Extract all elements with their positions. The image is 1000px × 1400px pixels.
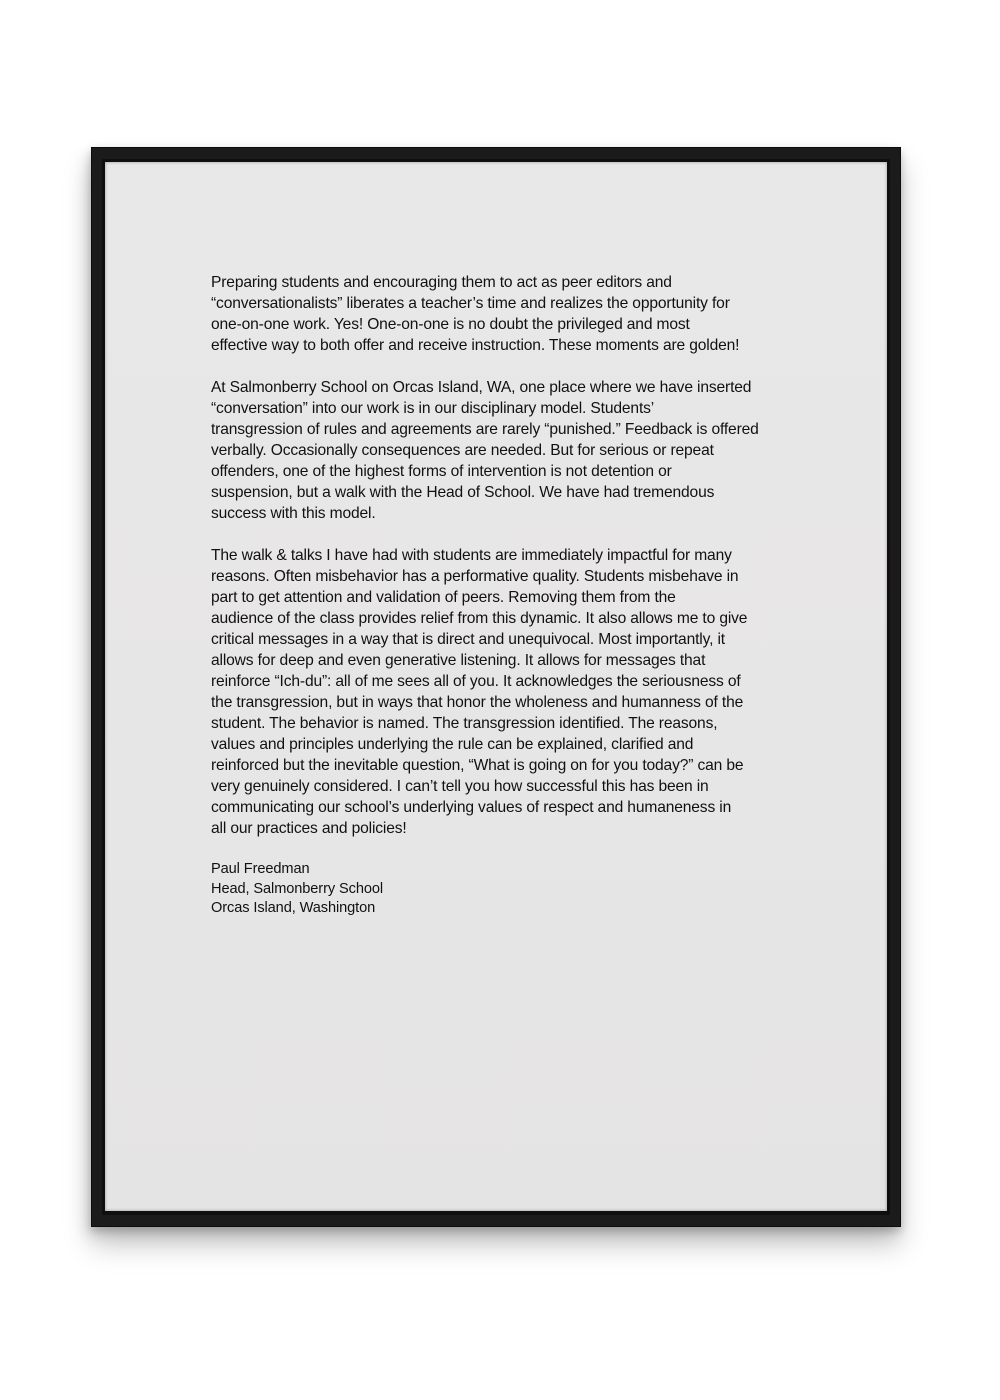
letter-body: [211, 272, 801, 919]
picture-frame: [91, 147, 901, 1227]
letter-paragraph-1: Preparing students and encouraging them to act as peer editors and “conversationalists” liberates a teacher’s time and realizes the opportunity for one-on-one work. Yes! One-on-one is no doubt the privileged and most effective way to both offer and receive instruction. These moments are golden!: [211, 274, 740, 354]
letter-paragraph-3: The walk & talks I have had with students are immediately impactful for many reasons. Often misbehavior has a performative quality. Students misbehave in part to get attention and validation of peers. Removing them from the audience of the class provides relief from this dynamic. It also allows me to give critical messages in a way that is direct and unequivocal. Most importantly, it allows for deep and even generative listening. It allows for messages that reinforce “Ich-du”: all of me sees all of you. It acknowledges the seriousness of the transgression, but in ways that honor the wholeness and humanness of the student. The behavior is named. The transgression identified. The reasons, values and principles underlying the rule can be explained, clarified and reinforced but the inevitable question, “What is going on for you today?” can be very genuinely considered. I can’t tell you how successful this has been in communicating our school’s underlying values of respect and humaneness in all our practices and policies!: [211, 547, 748, 837]
signature-block: [211, 860, 801, 919]
signature-title: Head, Salmonberry School: [211, 880, 384, 897]
letter-paragraph-2: At Salmonberry School on Orcas Island, WA, one place where we have inserted “conversation” into our work is in our disciplinary model. Students’ transgression of rules and agreements are rarely “punished.” Feedback is offered verbally. Occasionally consequences are needed. But for serious or repeat offenders, one of the highest forms of intervention is not detention or suspension, but a walk with the Head of School. We have had tremendous success with this model.: [211, 379, 759, 522]
signature-location: Orcas Island, Washington: [211, 900, 376, 916]
letter-paper: [105, 162, 887, 1211]
signature-name: Paul Freedman: [211, 861, 310, 877]
